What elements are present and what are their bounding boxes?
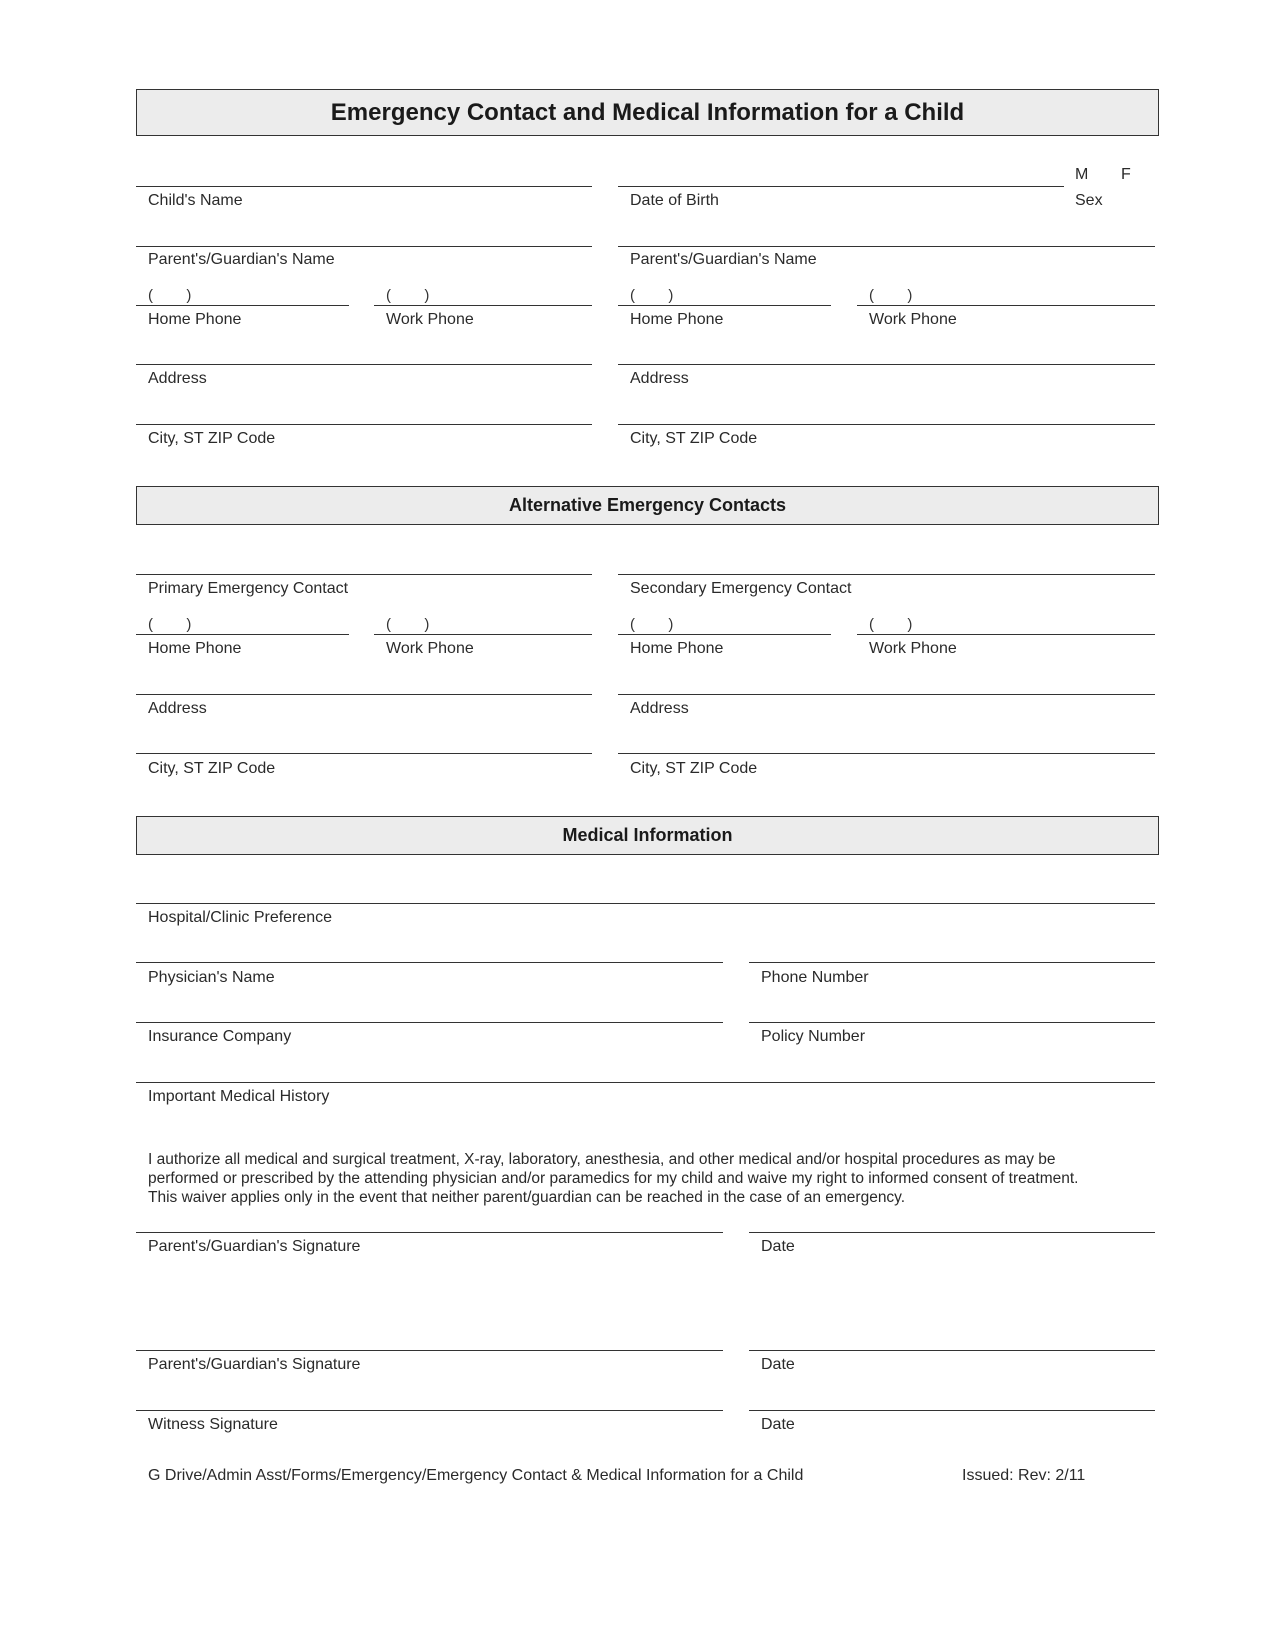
area-code-parens: ( ) — [869, 287, 913, 304]
physician-name-label: Physician's Name — [148, 969, 275, 986]
home-phone-label-4: Home Phone — [630, 640, 724, 657]
childs-name-field[interactable] — [136, 186, 592, 187]
work-phone-label-3: Work Phone — [386, 640, 474, 657]
hospital-pref-field[interactable] — [136, 903, 1155, 904]
parent-signature-label-2: Parent's/Guardian's Signature — [148, 1356, 361, 1373]
work-phone-field-1[interactable] — [374, 305, 592, 306]
secondary-contact-field[interactable] — [618, 574, 1155, 575]
home-phone-label-3: Home Phone — [148, 640, 242, 657]
area-code-parens: ( ) — [630, 287, 674, 304]
area-code-parens: ( ) — [386, 287, 430, 304]
footer-file-path: G Drive/Admin Asst/Forms/Emergency/Emergency Contact & Medical Information for a Child — [148, 1467, 804, 1484]
sex-option-f[interactable]: F — [1121, 166, 1131, 183]
sex-option-m[interactable]: M — [1075, 166, 1089, 183]
address-field-3[interactable] — [136, 694, 592, 695]
work-phone-field-3[interactable] — [374, 634, 592, 635]
address-field-4[interactable] — [618, 694, 1155, 695]
city-field-3[interactable] — [136, 753, 592, 754]
city-label-4: City, ST ZIP Code — [630, 760, 758, 777]
childs-name-label: Child's Name — [148, 192, 243, 209]
address-field-1[interactable] — [136, 364, 592, 365]
date-of-birth-label: Date of Birth — [630, 192, 719, 209]
form-title: Emergency Contact and Medical Information for a Child — [136, 89, 1159, 136]
physician-phone-field[interactable] — [749, 962, 1155, 963]
authorization-line: This waiver applies only in the event that neither parent/guardian can be reached in the case of an emergency. — [148, 1189, 906, 1206]
policy-number-label: Policy Number — [761, 1028, 866, 1045]
area-code-parens: ( ) — [869, 616, 913, 633]
address-label-4: Address — [630, 700, 689, 717]
city-label-1: City, ST ZIP Code — [148, 430, 276, 447]
date-field-2[interactable] — [749, 1350, 1155, 1351]
medical-history-field[interactable] — [136, 1082, 1155, 1083]
date-label-3: Date — [761, 1416, 795, 1433]
date-field-3[interactable] — [749, 1410, 1155, 1411]
authorization-paragraph — [148, 1150, 1148, 1207]
home-phone-label-2: Home Phone — [630, 311, 724, 328]
secondary-contact-label: Secondary Emergency Contact — [630, 580, 852, 597]
footer-revision: Issued: Rev: 2/11 — [962, 1467, 1086, 1484]
date-label-2: Date — [761, 1356, 795, 1373]
address-field-2[interactable] — [618, 364, 1155, 365]
home-phone-field-3[interactable] — [136, 634, 349, 635]
address-label-1: Address — [148, 370, 207, 387]
city-label-3: City, ST ZIP Code — [148, 760, 276, 777]
sex-label: Sex — [1075, 192, 1103, 209]
work-phone-label-4: Work Phone — [869, 640, 957, 657]
city-field-1[interactable] — [136, 424, 592, 425]
physician-phone-label: Phone Number — [761, 969, 869, 986]
address-label-2: Address — [630, 370, 689, 387]
home-phone-field-2[interactable] — [618, 305, 831, 306]
parent-name-field-2[interactable] — [618, 246, 1155, 247]
insurance-company-field[interactable] — [136, 1022, 723, 1023]
area-code-parens: ( ) — [386, 616, 430, 633]
city-field-2[interactable] — [618, 424, 1155, 425]
parent-signature-label-1: Parent's/Guardian's Signature — [148, 1238, 361, 1255]
address-label-3: Address — [148, 700, 207, 717]
work-phone-label-2: Work Phone — [869, 311, 957, 328]
home-phone-label-1: Home Phone — [148, 311, 242, 328]
parent-signature-field-2[interactable] — [136, 1350, 723, 1351]
physician-name-field[interactable] — [136, 962, 723, 963]
section-title-medical: Medical Information — [136, 816, 1159, 855]
work-phone-field-4[interactable] — [857, 634, 1155, 635]
area-code-parens: ( ) — [148, 616, 192, 633]
parent-signature-field-1[interactable] — [136, 1232, 723, 1233]
insurance-company-label: Insurance Company — [148, 1028, 292, 1045]
area-code-parens: ( ) — [148, 287, 192, 304]
area-code-parens: ( ) — [630, 616, 674, 633]
date-label-1: Date — [761, 1238, 795, 1255]
home-phone-field-4[interactable] — [618, 634, 831, 635]
authorization-line: I authorize all medical and surgical treatment, X-ray, laboratory, anesthesia, and other medical and/or hospital procedures as may be — [148, 1151, 1056, 1168]
city-label-2: City, ST ZIP Code — [630, 430, 758, 447]
parent-name-label-1: Parent's/Guardian's Name — [148, 251, 335, 268]
primary-contact-label: Primary Emergency Contact — [148, 580, 349, 597]
city-field-4[interactable] — [618, 753, 1155, 754]
parent-name-label-2: Parent's/Guardian's Name — [630, 251, 817, 268]
date-field-1[interactable] — [749, 1232, 1155, 1233]
home-phone-field-1[interactable] — [136, 305, 349, 306]
medical-history-label: Important Medical History — [148, 1088, 330, 1105]
parent-name-field-1[interactable] — [136, 246, 592, 247]
witness-signature-field[interactable] — [136, 1410, 723, 1411]
witness-signature-label: Witness Signature — [148, 1416, 278, 1433]
section-title-alternative: Alternative Emergency Contacts — [136, 486, 1159, 525]
date-of-birth-field[interactable] — [618, 186, 1064, 187]
hospital-pref-label: Hospital/Clinic Preference — [148, 909, 333, 926]
policy-number-field[interactable] — [749, 1022, 1155, 1023]
work-phone-label-1: Work Phone — [386, 311, 474, 328]
primary-contact-field[interactable] — [136, 574, 592, 575]
work-phone-field-2[interactable] — [857, 305, 1155, 306]
authorization-line: performed or prescribed by the attending physician and/or paramedics for my child and waive my right to informed consent of treatment. — [148, 1170, 1079, 1187]
